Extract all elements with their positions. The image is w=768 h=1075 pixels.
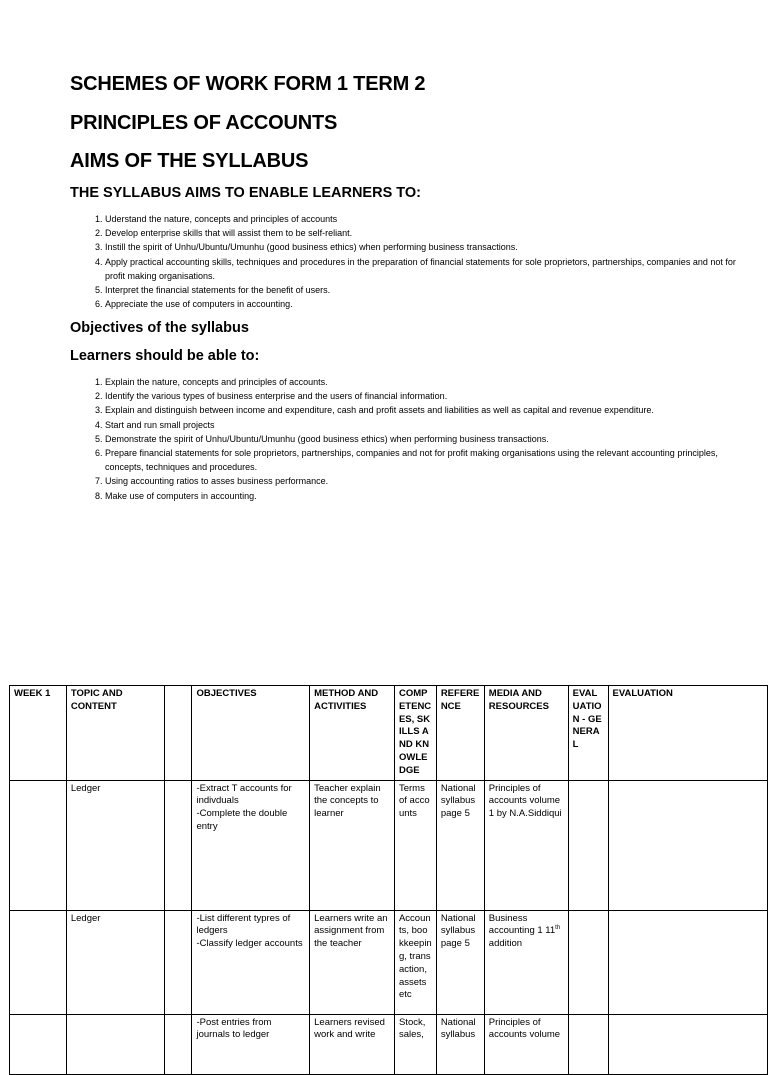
objective-item: 3. Explain and distinguish between income and expenditure, cash and profit assets and liabilities as well as capital and revenue expenditure. bbox=[105, 403, 755, 417]
cell-blank bbox=[164, 910, 192, 1014]
cell-reference: National syllabus page 5 bbox=[436, 780, 484, 910]
objectives-heading: Objectives of the syllabus bbox=[70, 320, 249, 336]
cell-competences: Terms of accounts bbox=[394, 780, 436, 910]
cell-competences: Stock, sales, bbox=[394, 1014, 436, 1074]
header-evaluation-general: EVALUATION - GENERAL bbox=[568, 686, 608, 781]
objective-item: 4. Start and run small projects bbox=[105, 418, 755, 432]
scheme-table bbox=[9, 685, 768, 1075]
cell-topic bbox=[66, 1014, 164, 1074]
cell-topic: Ledger bbox=[66, 910, 164, 1014]
aim-item: 2. Develop enterprise skills that will assist them to be self-reliant. bbox=[105, 226, 755, 240]
cell-evaluation-general bbox=[568, 910, 608, 1014]
table-row bbox=[10, 910, 768, 1014]
objective-item: 7. Using accounting ratios to asses business performance. bbox=[105, 474, 755, 488]
cell-objectives: -Post entries from journals to ledger bbox=[192, 1014, 310, 1074]
header-method: METHOD AND ACTIVITIES bbox=[310, 686, 395, 781]
cell-media bbox=[484, 910, 568, 1014]
cell-media: Principles of accounts volume 1 by N.A.Siddiqui bbox=[484, 780, 568, 910]
subject-heading: PRINCIPLES OF ACCOUNTS bbox=[70, 112, 338, 134]
header-reference: REFERENCE bbox=[436, 686, 484, 781]
cell-evaluation-general bbox=[568, 1014, 608, 1074]
cell-evaluation bbox=[608, 1014, 767, 1074]
cell-method: Learners write an assignment from the teacher bbox=[310, 910, 395, 1014]
cell-media: Principles of accounts volume bbox=[484, 1014, 568, 1074]
aim-item: 4. Apply practical accounting skills, techniques and procedures in the preparation of financial statements for sole proprietors, partnerships, companies and not for profit making organisations. bbox=[105, 255, 755, 283]
aim-item: 6. Appreciate the use of computers in accounting. bbox=[105, 297, 755, 311]
objectives-intro: Learners should be able to: bbox=[70, 348, 260, 364]
table-row bbox=[10, 780, 768, 910]
objective-item: 8. Make use of computers in accounting. bbox=[105, 489, 755, 503]
cell-topic: Ledger bbox=[66, 780, 164, 910]
cell-evaluation-general bbox=[568, 780, 608, 910]
header-media: MEDIA AND RESOURCES bbox=[484, 686, 568, 781]
header-evaluation: EVALUATION bbox=[608, 686, 767, 781]
media-superscript: th bbox=[555, 925, 561, 932]
objectives-list bbox=[70, 375, 755, 503]
cell-method: Teacher explain the concepts to learner bbox=[310, 780, 395, 910]
aim-item: 5. Interpret the financial statements for the benefit of users. bbox=[105, 283, 755, 297]
media-text: Business accounting 1 11 bbox=[488, 912, 556, 937]
media-text-end: addition bbox=[488, 938, 523, 950]
cell-competences: Accounts, bookkeeping, transaction, assets etc bbox=[394, 910, 436, 1014]
cell-week bbox=[10, 910, 67, 1014]
cell-evaluation bbox=[608, 910, 767, 1014]
cell-blank bbox=[164, 780, 192, 910]
cell-method: Learners revised work and write bbox=[310, 1014, 395, 1074]
document-title: SCHEMES OF WORK FORM 1 TERM 2 bbox=[70, 73, 426, 95]
objective-item: 2. Identify the various types of business enterprise and the users of financial information. bbox=[105, 389, 755, 403]
cell-week bbox=[10, 1014, 67, 1074]
objective-item: 5. Demonstrate the spirit of Unhu/Ubuntu/Umunhu (good business ethics) when performing business transactions. bbox=[105, 432, 755, 446]
header-objectives: OBJECTIVES bbox=[192, 686, 310, 781]
aims-list bbox=[70, 212, 755, 311]
cell-reference: National syllabus bbox=[436, 1014, 484, 1074]
cell-blank bbox=[164, 1014, 192, 1074]
header-topic: TOPIC AND CONTENT bbox=[66, 686, 164, 781]
cell-objectives: -List different typres of ledgers -Classify ledger accounts bbox=[192, 910, 310, 1014]
objective-item: 1. Explain the nature, concepts and principles of accounts. bbox=[105, 375, 755, 389]
table-header-row bbox=[10, 686, 768, 781]
aim-item: 3. Instill the spirit of Unhu/Ubuntu/Umunhu (good business ethics) when performing business transactions. bbox=[105, 240, 755, 254]
cell-week bbox=[10, 780, 67, 910]
cell-reference: National syllabus page 5 bbox=[436, 910, 484, 1014]
cell-evaluation bbox=[608, 780, 767, 910]
table-row bbox=[10, 1014, 768, 1074]
aims-intro: THE SYLLABUS AIMS TO ENABLE LEARNERS TO: bbox=[70, 185, 421, 201]
cell-objectives: -Extract T accounts for indivduals -Complete the double entry bbox=[192, 780, 310, 910]
header-blank bbox=[164, 686, 192, 781]
aim-item: 1. Uderstand the nature, concepts and principles of accounts bbox=[105, 212, 755, 226]
objective-item: 6. Prepare financial statements for sole proprietors, partnerships, companies and not for profit making organisations using the relevant accounting principles, concepts, techniques and procedures. bbox=[105, 446, 755, 474]
aims-heading: AIMS OF THE SYLLABUS bbox=[70, 150, 309, 172]
header-week: WEEK 1 bbox=[10, 686, 67, 781]
header-competences: COMPETENCES, SKILLS AND KNOWLEDGE bbox=[394, 686, 436, 781]
